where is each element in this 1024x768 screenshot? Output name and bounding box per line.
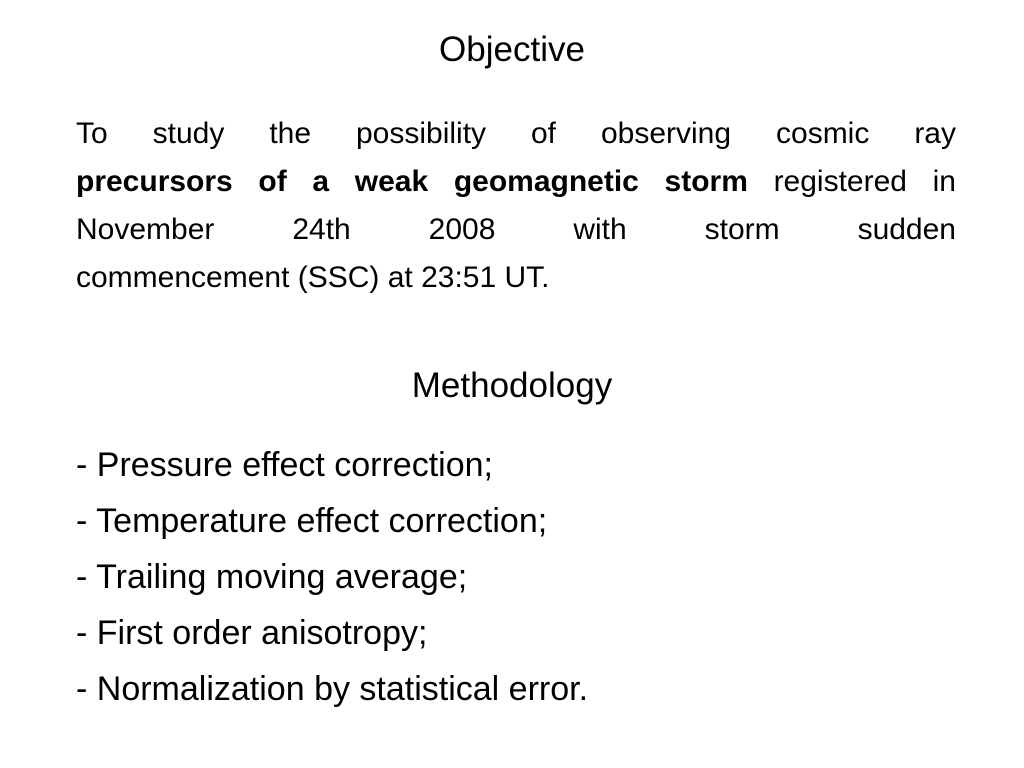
methodology-item: - Pressure effect correction; [76, 446, 493, 484]
objective-line-2 [76, 158, 956, 206]
methodology-heading: Methodology [411, 366, 613, 405]
objective-paragraph [76, 110, 956, 302]
objective-heading: Objective [439, 30, 585, 69]
objective-line-3: November 24th 2008 with storm sudden [76, 213, 956, 246]
methodology-item: - Normalization by statistical error. [76, 670, 589, 708]
objective-line-1: To study the possibility of observing cosmic ray [76, 117, 956, 150]
methodology-item: - Trailing moving average; [76, 558, 468, 596]
methodology-list [76, 437, 956, 717]
objective-bold-phrase: precursors of a weak geomagnetic storm [76, 165, 748, 198]
methodology-item: - First order anisotropy; [76, 614, 428, 652]
objective-line-4: commencement (SSC) at 23:51 UT. [76, 261, 550, 294]
methodology-item: - Temperature effect correction; [76, 502, 548, 540]
objective-line-2-rest: registered in [747, 165, 956, 198]
